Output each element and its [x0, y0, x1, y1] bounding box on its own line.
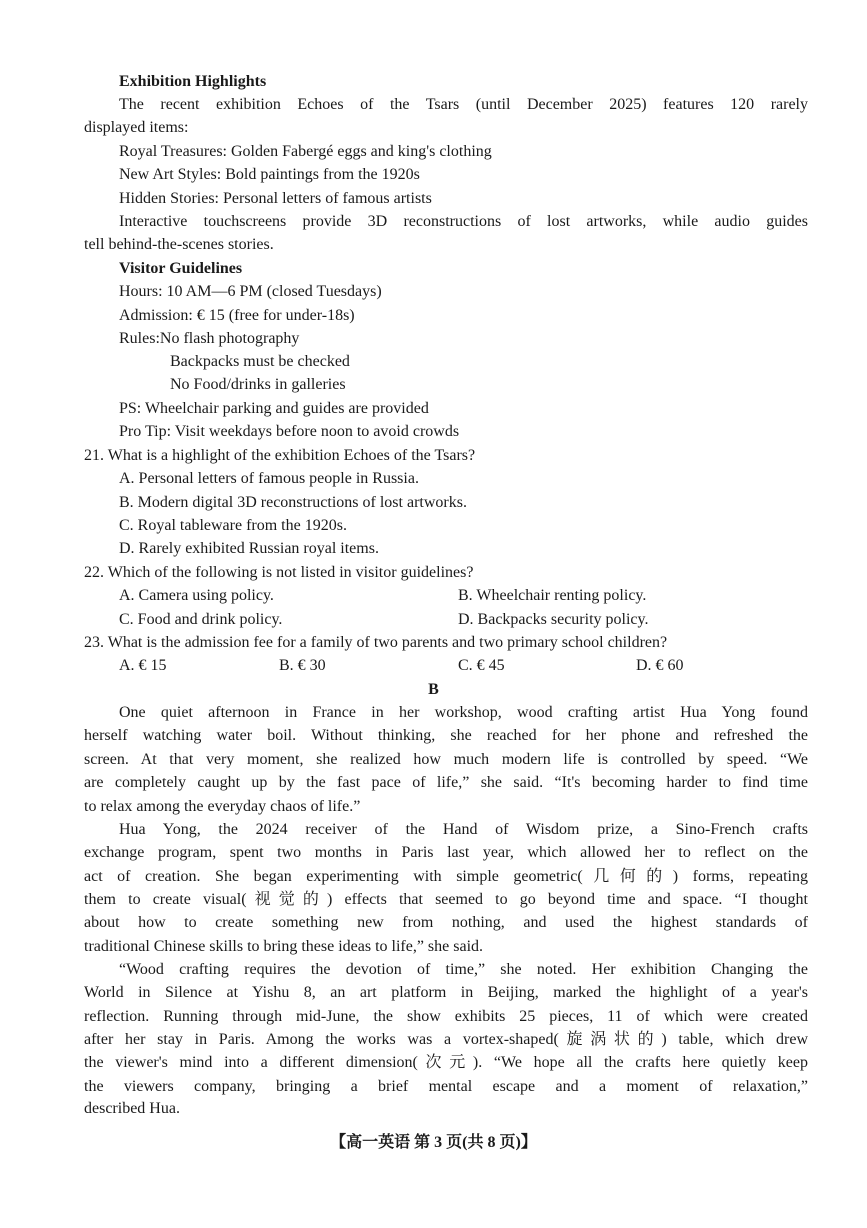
paragraph-3-line: World in Silence at Yishu 8, an art platform in Beijing, marked the highlight of a year's [84, 984, 808, 1001]
question-23-option-d: D. € 60 [636, 657, 684, 674]
interactive-line-1: Interactive touchscreens provide 3D reconstructions of lost artworks, while audio guides [119, 213, 808, 230]
section-b-heading: B [428, 681, 439, 698]
highlight-item-royal-treasures: Royal Treasures: Golden Fabergé eggs and king's clothing [119, 143, 492, 160]
paragraph-2-line: Hua Yong, the 2024 receiver of the Hand of Wisdom prize, a Sino-French crafts [119, 821, 808, 838]
question-23-option-a: A. € 15 [119, 657, 167, 674]
paragraph-2-line: about how to create something new from nothing, and used the highest standards of [84, 914, 808, 931]
question-21-option-a: A. Personal letters of famous people in Russia. [119, 470, 419, 487]
interactive-line-2: tell behind-the-scenes stories. [84, 236, 274, 253]
guideline-admission: Admission: € 15 (free for under-18s) [119, 307, 355, 324]
guideline-rules-2: Backpacks must be checked [170, 353, 350, 370]
question-23-option-c: C. € 45 [458, 657, 505, 674]
paragraph-1-line: screen. At that very moment, she realized how much modern life is controlled by speed. “We [84, 751, 808, 768]
paragraph-3-line: the viewers company, bringing a brief mental escape and a moment of relaxation,” [84, 1078, 808, 1095]
paragraph-2-line: exchange program, spent two months in Paris last year, which allowed her to reflect on the [84, 844, 808, 861]
question-21-option-c: C. Royal tableware from the 1920s. [119, 517, 347, 534]
highlight-item-hidden-stories: Hidden Stories: Personal letters of famous artists [119, 190, 432, 207]
paragraph-2-line: them to create visual(视觉的) effects that seemed to go beyond time and space. “I thought [84, 891, 808, 908]
paragraph-1-line: One quiet afternoon in France in her workshop, wood crafting artist Hua Yong found [119, 704, 808, 721]
paragraph-3-line: reflection. Running through mid-June, the show exhibits 25 pieces, 11 of which were created [84, 1008, 808, 1025]
question-22-option-d: D. Backpacks security policy. [458, 611, 649, 628]
highlight-item-new-art-styles: New Art Styles: Bold paintings from the 1920s [119, 166, 420, 183]
paragraph-2-line: act of creation. She began experimenting with simple geometric(几何的) forms, repeating [84, 868, 808, 885]
paragraph-1-line: are completely caught up by the fast pace of life,” she said. “It's becoming harder to find time [84, 774, 808, 791]
question-23-stem: 23. What is the admission fee for a family of two parents and two primary school children? [84, 634, 668, 651]
paragraph-3-line: “Wood crafting requires the devotion of time,” she noted. Her exhibition Changing the [119, 961, 808, 978]
paragraph-3-line: after her stay in Paris. Among the works was a vortex-shaped(旋涡状的) table, which drew [84, 1031, 808, 1048]
question-21-stem: 21. What is a highlight of the exhibition Echoes of the Tsars? [84, 447, 476, 464]
guideline-hours: Hours: 10 AM—6 PM (closed Tuesdays) [119, 283, 382, 300]
highlights-heading: Exhibition Highlights [119, 73, 267, 90]
paragraph-3-line: described Hua. [84, 1100, 180, 1117]
question-22-stem: 22. Which of the following is not listed in visitor guidelines? [84, 564, 474, 581]
question-22-option-b: B. Wheelchair renting policy. [458, 587, 647, 604]
question-22-option-a: A. Camera using policy. [119, 587, 274, 604]
question-21-option-b: B. Modern digital 3D reconstructions of lost artworks. [119, 494, 467, 511]
question-21-option-d: D. Rarely exhibited Russian royal items. [119, 540, 379, 557]
question-23-option-b: B. € 30 [279, 657, 326, 674]
question-22-option-c: C. Food and drink policy. [119, 611, 283, 628]
intro-line-2: displayed items: [84, 119, 189, 136]
paragraph-1-line: herself watching water boil. Without thinking, she reached for her phone and refreshed the [84, 727, 808, 744]
guideline-rules-1: Rules:No flash photography [119, 330, 300, 347]
paragraph-3-line: the viewer's mind into a different dimension(次元). “We hope all the crafts here quietly keep [84, 1054, 808, 1071]
intro-line-1: The recent exhibition Echoes of the Tsars (until December 2025) features 120 rarely [119, 96, 808, 113]
paragraph-1-line: to relax among the everyday chaos of life.” [84, 798, 361, 815]
guideline-ps: PS: Wheelchair parking and guides are provided [119, 400, 429, 417]
page-footer: 【高一英语 第 3 页(共 8 页)】 [330, 1134, 537, 1151]
paragraph-2-line: traditional Chinese skills to bring these ideas to life,” she said. [84, 938, 484, 955]
guideline-tip: Pro Tip: Visit weekdays before noon to avoid crowds [119, 423, 460, 440]
guidelines-heading: Visitor Guidelines [119, 260, 243, 277]
guideline-rules-3: No Food/drinks in galleries [170, 376, 346, 393]
